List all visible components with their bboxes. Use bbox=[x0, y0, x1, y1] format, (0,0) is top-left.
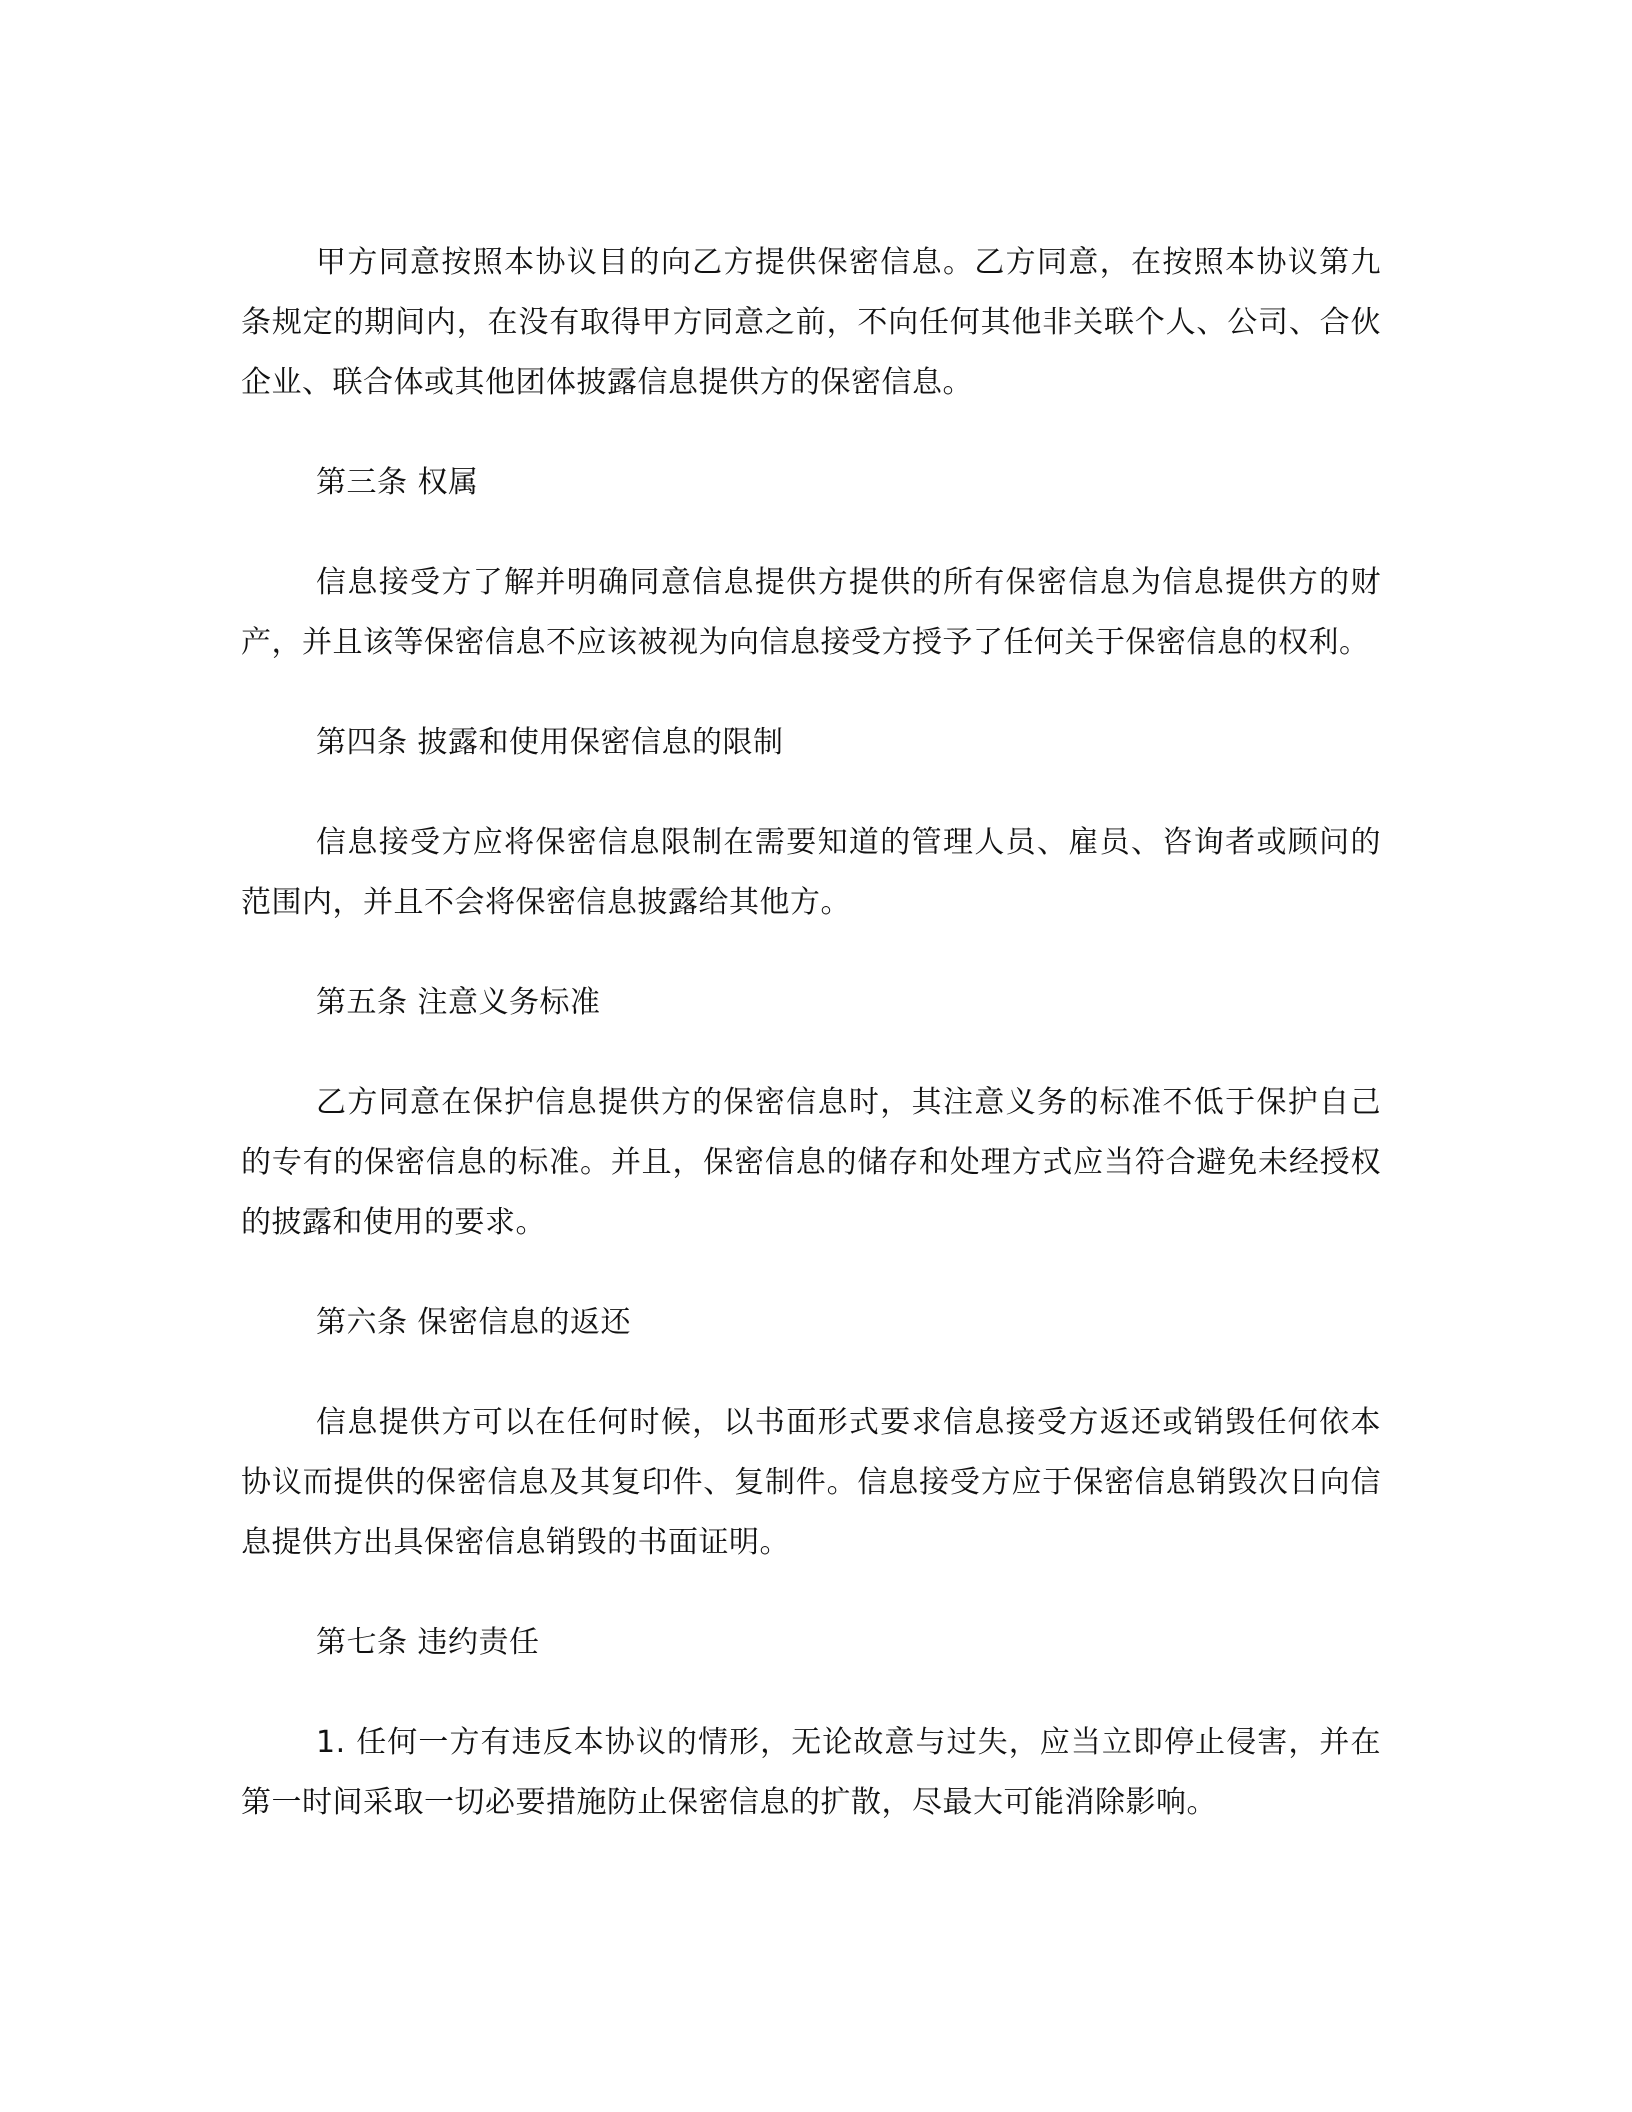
article-6-heading: 第六条 保密信息的返还 bbox=[316, 1305, 632, 1340]
article-7-heading: 第七条 违约责任 bbox=[316, 1625, 540, 1660]
article-3-paragraph: 信息接受方了解并明确同意信息提供方提供的所有保密信息为信息提供方的财产，并且该等保密信息不应该被视为向信息接受方授予了任何关于保密信息的权利。 bbox=[241, 565, 1381, 660]
article-5-paragraph: 乙方同意在保护信息提供方的保密信息时，其注意义务的标准不低于保护自己的专有的保密信息的标准。并且，保密信息的储存和处理方式应当符合避免未经授权的披露和使用的要求。 bbox=[241, 1085, 1381, 1240]
article-5-heading: 第五条 注意义务标准 bbox=[316, 985, 601, 1020]
article-6-paragraph: 信息提供方可以在任何时候，以书面形式要求信息接受方返还或销毁任何依本协议而提供的保密信息及其复印件、复制件。信息接受方应于保密信息销毁次日向信息提供方出具保密信息销毁的书面证明。 bbox=[241, 1405, 1381, 1560]
article-4-heading: 第四条 披露和使用保密信息的限制 bbox=[316, 725, 784, 760]
article-7-item-1: 1. 任何一方有违反本协议的情形，无论故意与过失，应当立即停止侵害，并在第一时间采取一切必要措施防止保密信息的扩散，尽最大可能消除影响。 bbox=[241, 1725, 1381, 1820]
paragraph-disclosure-consent: 甲方同意按照本协议目的向乙方提供保密信息。乙方同意，在按照本协议第九条规定的期间内，在没有取得甲方同意之前，不向任何其他非关联个人、公司、合伙企业、联合体或其他团体披露信息提供方的保密信息。 bbox=[241, 245, 1381, 400]
article-4-paragraph: 信息接受方应将保密信息限制在需要知道的管理人员、雇员、咨询者或顾问的范围内，并且不会将保密信息披露给其他方。 bbox=[241, 825, 1381, 920]
article-3-heading: 第三条 权属 bbox=[316, 465, 479, 500]
document-body bbox=[241, 233, 1381, 1833]
